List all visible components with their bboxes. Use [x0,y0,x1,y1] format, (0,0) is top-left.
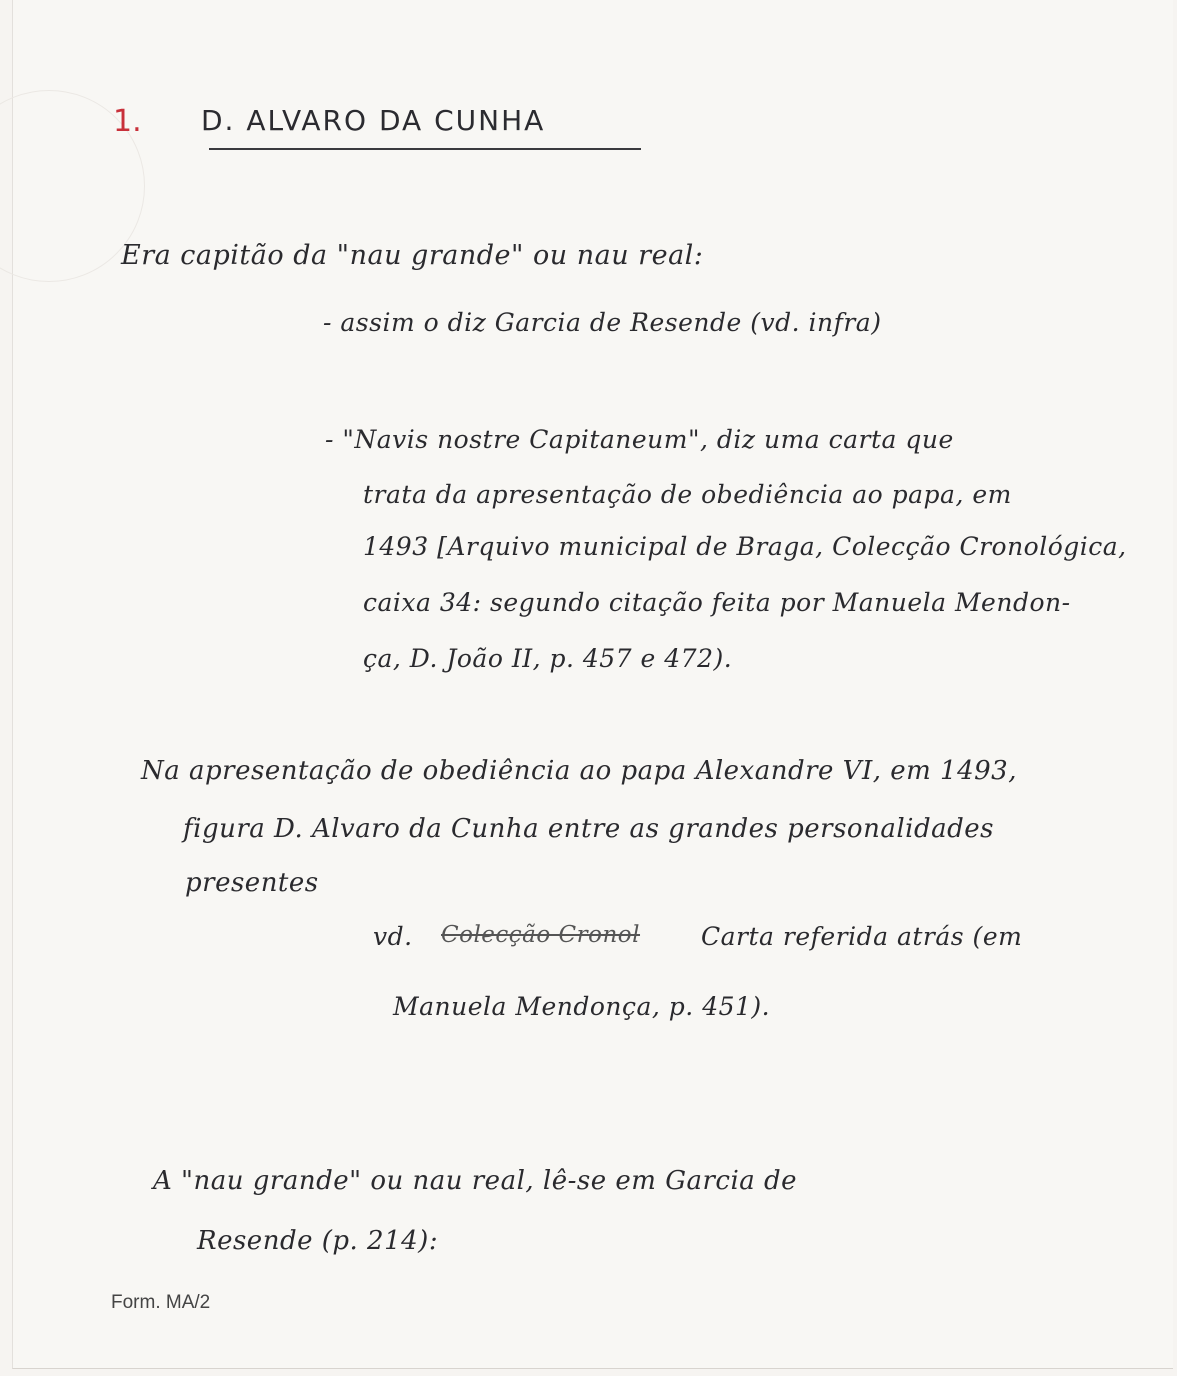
line-6: caixa 34: segundo citação feita por Manuela Mendon- [363,588,1071,617]
section-title: D. ALVARO DA CUNHA [201,104,546,137]
line-9: figura D. Alvaro da Cunha entre as grandes personalidades [183,814,994,844]
line-11: Carta referida atrás (em [701,922,1023,951]
line-14: Resende (p. 214): [197,1226,439,1256]
section-number: 1. [113,104,142,139]
line-2: - assim o diz Garcia de Resende (vd. infra) [323,308,882,337]
line-7: ça, D. João II, p. 457 e 472). [363,644,733,673]
line-3: - "Navis nostre Capitaneum", diz uma carta que [325,425,954,454]
line-4: trata da apresentação de obediência ao papa, em [363,480,1012,509]
line-8: Na apresentação de obediência ao papa Alexandre VI, em 1493, [141,756,1017,786]
title-underline [209,148,641,150]
line-11-vd: vd. [373,922,413,951]
line-13: A "nau grande" ou nau real, lê-se em Garcia de [153,1166,798,1196]
line-12: Manuela Mendonça, p. 451). [393,992,771,1021]
line-10: presentes [185,868,319,898]
document-page [12,0,1173,1369]
struck-out-text: Colecção Cronol [441,922,641,948]
form-code: Form. MA/2 [111,1292,211,1313]
line-1: Era capitão da "nau grande" ou nau real: [121,240,704,271]
line-5: 1493 [Arquivo municipal de Braga, Colecção Cronológica, [363,532,1127,561]
